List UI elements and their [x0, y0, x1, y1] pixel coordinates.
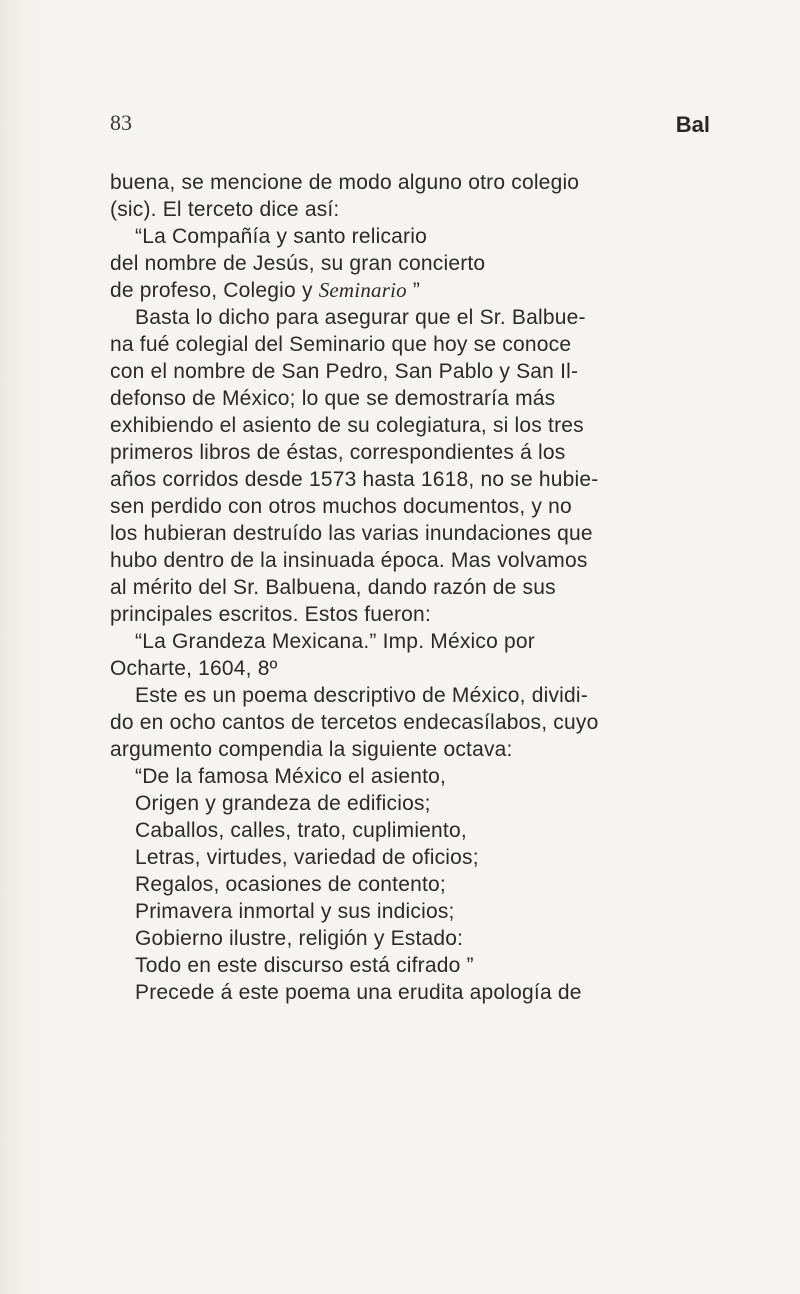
text-line: primeros libros de éstas, correspondientes á los	[110, 441, 566, 464]
text-line: Todo en este discurso está cifrado ”	[135, 954, 474, 977]
text-line: hubo dentro de la insinuada época. Mas volvamos	[110, 549, 588, 572]
text-line: Letras, virtudes, variedad de oficios;	[135, 846, 479, 869]
text-line: do en ocho cantos de tercetos endecasílabos, cuyo	[110, 711, 599, 734]
text-line: Basta lo dicho para asegurar que el Sr. Balbue-	[135, 306, 586, 329]
text-line: buena, se mencione de modo alguno otro colegio	[110, 171, 580, 194]
text-segment: ”	[406, 279, 421, 302]
page-header	[110, 110, 710, 142]
text-line: Regalos, ocasiones de contento;	[135, 873, 446, 896]
page-number: 83	[110, 110, 132, 135]
text-segment: de profeso, Colegio y	[110, 279, 319, 302]
text-line: del nombre de Jesús, su gran concierto	[110, 252, 486, 275]
text-line: defonso de México; lo que se demostraría más	[110, 387, 556, 410]
text-line: los hubieran destruído las varias inundaciones que	[110, 522, 593, 545]
text-line: al mérito del Sr. Balbuena, dando razón de sus	[110, 576, 556, 599]
text-line: “La Compañía y santo relicario	[135, 225, 427, 248]
italic-word: Seminario	[318, 278, 407, 302]
text-line: (sic). El terceto dice así:	[110, 198, 340, 221]
running-head: Bal	[675, 112, 710, 137]
text-line: “La Grandeza Mexicana.” Imp. México por	[135, 630, 535, 653]
text-line: Este es un poema descriptivo de México, dividi-	[135, 684, 588, 707]
text-line: argumento compendia la siguiente octava:	[110, 738, 513, 761]
text-line: Precede á este poema una erudita apología de	[135, 981, 582, 1004]
text-line: Gobierno ilustre, religión y Estado:	[135, 927, 464, 950]
text-line: Ocharte, 1604, 8º	[110, 657, 278, 680]
text-line: Origen y grandeza de edificios;	[135, 792, 431, 815]
text-line: años corridos desde 1573 hasta 1618, no se hubie-	[110, 468, 599, 491]
text-line	[110, 277, 420, 304]
text-line: Primavera inmortal y sus indicios;	[135, 900, 455, 923]
text-line: principales escritos. Estos fueron:	[110, 603, 431, 626]
text-line: con el nombre de San Pedro, San Pablo y San Il-	[110, 360, 579, 383]
text-line: “De la famosa México el asiento,	[135, 765, 447, 788]
text-line: Caballos, calles, trato, cuplimiento,	[135, 819, 467, 842]
text-line: exhibiendo el asiento de su colegiatura, si los tres	[110, 414, 584, 437]
text-line: sen perdido con otros muchos documentos, y no	[110, 495, 572, 518]
text-line: na fué colegial del Seminario que hoy se conoce	[110, 333, 572, 356]
